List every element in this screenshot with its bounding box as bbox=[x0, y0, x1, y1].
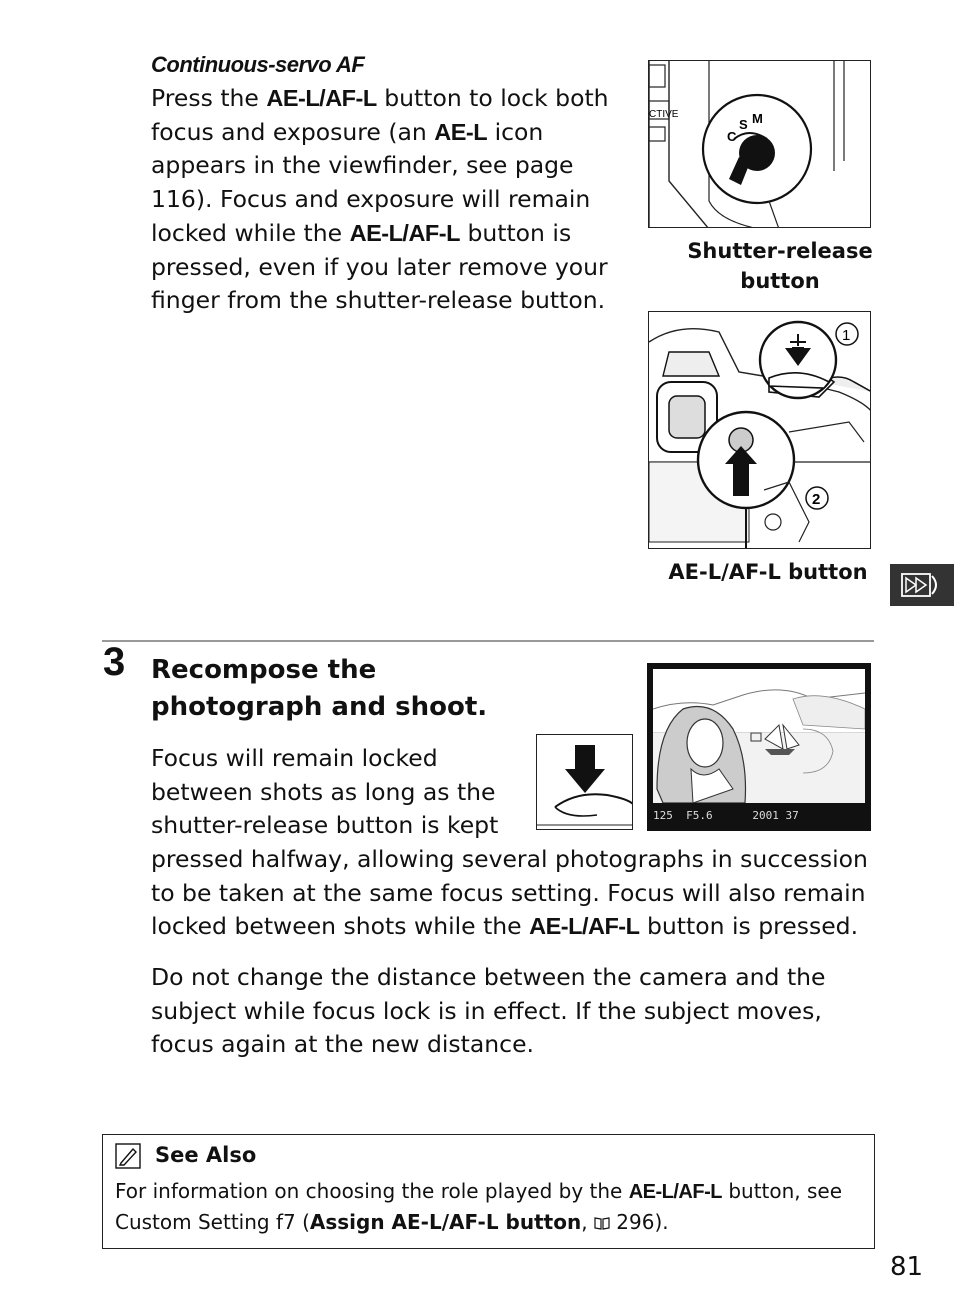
viewfinder-scene-drawing bbox=[653, 669, 865, 803]
text-run: button is pressed. bbox=[639, 912, 859, 941]
button-name: AE-L/AF-L bbox=[628, 1181, 722, 1203]
text-run: pressed halfway, allowing several photographs in succession to be taken at the same focus setting. Focus will also remain locked between shots while the bbox=[151, 845, 868, 941]
text-run: icon appears in the viewfinder, see page 116). Focus and exposure will remain locked while the bbox=[151, 117, 591, 247]
step-line-2: between shots as long as the bbox=[151, 777, 496, 806]
viewfinder-scene bbox=[653, 669, 865, 803]
button-name: AE-L bbox=[434, 118, 488, 145]
shutter-dial-illustration bbox=[648, 60, 871, 228]
step-title-line-2: photograph and shoot. bbox=[151, 692, 488, 722]
button-name: AE-L/AF-L bbox=[349, 219, 460, 246]
step-paragraph-short bbox=[151, 742, 531, 843]
step-title bbox=[151, 652, 487, 726]
text-run: 296). bbox=[609, 1210, 669, 1234]
viewfinder-readout: 125 F5.6 2001 37 bbox=[653, 809, 799, 822]
svg-text:M: M bbox=[752, 111, 763, 126]
text-run: Press the bbox=[151, 84, 267, 112]
af-paragraph bbox=[151, 82, 629, 318]
ael-button-caption: AE-L/AF-L button bbox=[668, 560, 868, 584]
section-heading: Continuous-servo AF bbox=[151, 52, 365, 77]
camera-back-drawing bbox=[649, 312, 871, 549]
svg-text:1: 1 bbox=[842, 327, 851, 344]
setting-name: Assign AE-L/AF-L button bbox=[309, 1210, 582, 1234]
see-also-text bbox=[115, 1176, 867, 1237]
see-also-box bbox=[102, 1134, 875, 1249]
step-title-line-1: Recompose the bbox=[151, 655, 377, 685]
note-icon bbox=[115, 1143, 141, 1169]
see-also-title: See Also bbox=[155, 1143, 257, 1167]
svg-text:S: S bbox=[739, 117, 748, 132]
viewfinder-illustration bbox=[647, 663, 871, 831]
svg-text:CTIVE: CTIVE bbox=[649, 109, 679, 120]
text-run: , bbox=[581, 1210, 594, 1234]
step-paragraph-2: Do not change the distance between the camera and the subject while focus lock is in effect. If the subject moves, focus again at the new distance. bbox=[151, 963, 826, 1059]
text-run: button is pressed, even if you later remove your finger from the shutter-release button. bbox=[151, 218, 608, 315]
text-run: For information on choosing the role played by the bbox=[115, 1179, 629, 1203]
half-press-illustration bbox=[536, 734, 633, 830]
svg-text:C: C bbox=[727, 129, 737, 144]
chapter-tab bbox=[890, 564, 954, 606]
shutter-release-caption: Shutter-release button bbox=[687, 239, 873, 293]
section-divider bbox=[102, 640, 874, 642]
step-number: 3 bbox=[103, 640, 126, 684]
svg-text:2: 2 bbox=[812, 491, 821, 508]
step-paragraph-rest bbox=[151, 843, 871, 944]
text-run: button, see Custom Setting f7 ( bbox=[115, 1179, 843, 1234]
half-press-drawing bbox=[537, 735, 633, 830]
step-line-1: Focus will remain locked bbox=[151, 744, 438, 772]
button-name: AE-L/AF-L bbox=[266, 85, 377, 111]
button-name: AE-L/AF-L bbox=[529, 913, 640, 940]
page-number: 81 bbox=[890, 1252, 924, 1282]
focus-tab-icon bbox=[890, 564, 954, 606]
camera-back-illustration bbox=[648, 311, 871, 549]
dial-drawing bbox=[649, 61, 871, 228]
book-icon bbox=[594, 1210, 610, 1234]
step-line-3: shutter-release button is kept bbox=[151, 811, 499, 840]
text-run: button to lock both focus and exposure (an bbox=[151, 84, 609, 146]
